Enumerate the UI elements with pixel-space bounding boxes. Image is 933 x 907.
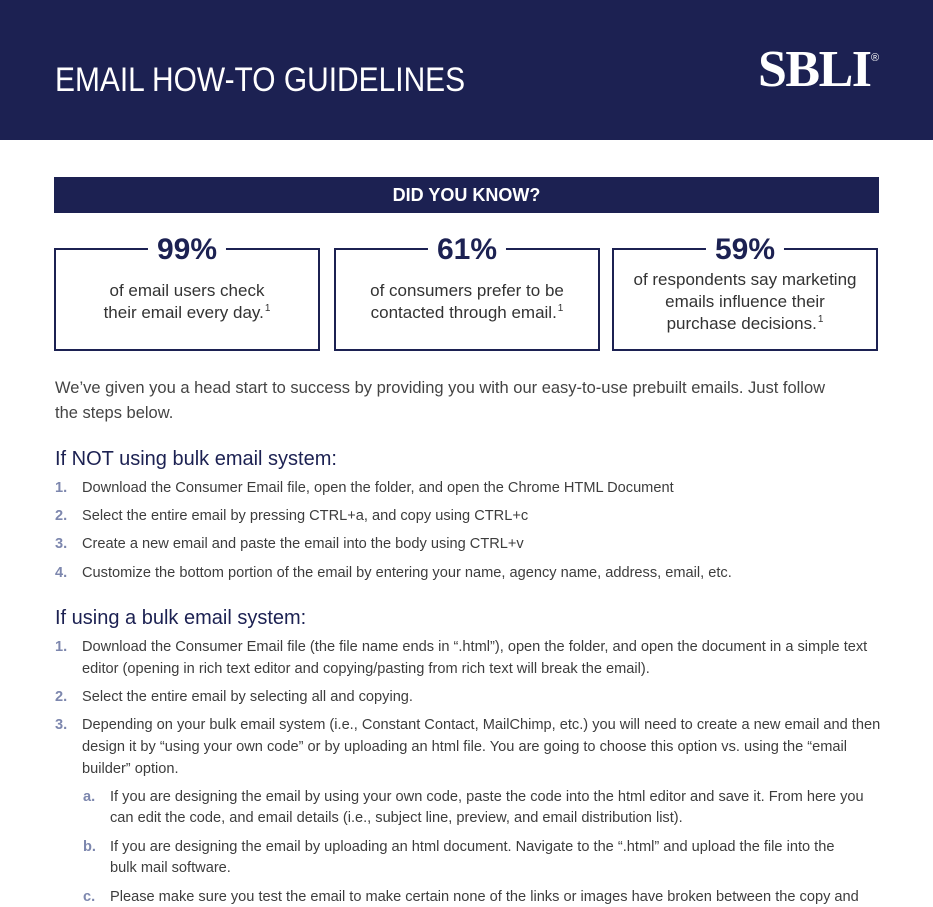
heading-bulk-email: If using a bulk email system: bbox=[55, 607, 307, 629]
substep-letter: a. bbox=[83, 788, 96, 805]
stat-description-line: emails influence their bbox=[665, 292, 825, 311]
step-text-line: Depending on your bulk email system (i.e., Constant Contact, MailChimp, etc.) you will need to create a new email and then bbox=[82, 717, 881, 734]
stat-description-line bbox=[614, 313, 876, 335]
stat-description bbox=[614, 269, 876, 335]
substep-text-line: If you are designing the email by using your own code, paste the code into the html editor and save it. From here you bbox=[110, 788, 864, 805]
step-item bbox=[55, 534, 732, 556]
step-number: 3. bbox=[55, 536, 68, 553]
step-text-line: design it by “using your own code” or by uploading an html file. You are going to choose this option vs. using the “email bbox=[82, 738, 848, 755]
sbli-logo-wordmark: SBLI bbox=[758, 41, 871, 98]
footnote-marker: 1 bbox=[557, 303, 564, 314]
step-text-line: Download the Consumer Email file, open the folder, and open the Chrome HTML Document bbox=[82, 480, 674, 496]
step-text bbox=[82, 715, 880, 906]
stat-description bbox=[56, 280, 318, 324]
substep-letter: c. bbox=[83, 888, 96, 905]
substep-letter: b. bbox=[83, 838, 96, 855]
step-number: 1. bbox=[55, 480, 68, 496]
stat-description-text: their email every day. bbox=[103, 303, 264, 322]
step-number: 2. bbox=[55, 508, 68, 525]
stat-description-line: of consumers prefer to be bbox=[370, 281, 564, 300]
substep-text bbox=[110, 787, 864, 830]
footnote-marker: 1 bbox=[817, 314, 824, 325]
step-text bbox=[82, 687, 413, 709]
step-text-line: Customize the bottom portion of the email by entering your name, agency name, address, email, etc. bbox=[82, 564, 732, 581]
step-text bbox=[82, 637, 867, 680]
stat-description-line bbox=[336, 302, 598, 324]
stat-description-line bbox=[56, 302, 318, 324]
step-text bbox=[82, 563, 732, 585]
stat-description-line: of respondents say marketing bbox=[633, 270, 857, 289]
step-text-line: Select the entire email by pressing CTRL+a, and copy using CTRL+c bbox=[82, 508, 529, 525]
intro-line: the steps below. bbox=[55, 403, 174, 422]
step-text-line: Download the Consumer Email file (the file name ends in “.html”), open the folder, and open the document in a simple text bbox=[82, 639, 868, 655]
substep-text bbox=[110, 837, 834, 880]
footnote-marker: 1 bbox=[264, 303, 271, 314]
stat-value: 61% bbox=[428, 235, 506, 265]
page-header bbox=[0, 0, 933, 140]
sbli-logo bbox=[758, 41, 882, 98]
intro-paragraph bbox=[55, 376, 825, 426]
step-item bbox=[55, 637, 880, 680]
substep-text-line: bulk mail software. bbox=[110, 860, 231, 877]
stat-value: 59% bbox=[706, 235, 784, 265]
step-item bbox=[55, 715, 880, 906]
stat-card-email-preference bbox=[334, 233, 600, 351]
registered-trademark-mark: ® bbox=[871, 52, 880, 64]
step-number: 2. bbox=[55, 688, 68, 705]
step-text bbox=[82, 534, 524, 556]
steps-list-bulk bbox=[55, 637, 880, 907]
stat-card-marketing-influence bbox=[612, 233, 878, 351]
step-number: 4. bbox=[55, 564, 68, 581]
substep-item bbox=[83, 837, 880, 880]
step-number: 3. bbox=[55, 717, 68, 734]
did-you-know-label: DID YOU KNOW? bbox=[392, 185, 541, 205]
did-you-know-banner bbox=[54, 177, 879, 213]
stat-description-text: purchase decisions. bbox=[666, 314, 817, 333]
step-text bbox=[82, 506, 528, 528]
step-number: 1. bbox=[55, 639, 68, 655]
substeps-list bbox=[83, 787, 880, 907]
stat-description-text: contacted through email. bbox=[370, 303, 557, 322]
substep-text-line: Please make sure you test the email to make certain none of the links or images have broken between the copy and bbox=[110, 888, 859, 905]
stat-card-email-checks bbox=[54, 233, 320, 351]
substep-item bbox=[83, 787, 880, 830]
page-title: EMAIL HOW-TO GUIDELINES bbox=[55, 61, 466, 99]
stats-row bbox=[54, 233, 878, 351]
heading-not-bulk-email: If NOT using bulk email system: bbox=[55, 448, 337, 470]
step-item bbox=[55, 478, 732, 500]
step-text-line: editor (opening in rich text editor and copying/pasting from rich text will break the email). bbox=[82, 660, 650, 677]
step-item bbox=[55, 506, 732, 528]
step-text-line: builder” option. bbox=[82, 760, 179, 777]
step-text-line: Create a new email and paste the email into the body using CTRL+v bbox=[82, 536, 524, 553]
stat-description bbox=[336, 280, 598, 324]
step-item bbox=[55, 563, 732, 585]
substep-text-line: If you are designing the email by uploading an html document. Navigate to the “.html” and upload the file into the bbox=[110, 838, 835, 855]
intro-line: We’ve given you a head start to success by providing you with our easy-to-use prebuilt emails. Just follow bbox=[55, 378, 826, 397]
stat-description-line: of email users check bbox=[109, 281, 265, 300]
step-item bbox=[55, 687, 880, 709]
substep-text bbox=[110, 887, 859, 907]
substep-item bbox=[83, 887, 880, 907]
substep-text-line: can edit the code, and email details (i.e., subject line, preview, and email distribution list). bbox=[110, 810, 683, 827]
stat-value: 99% bbox=[148, 235, 226, 265]
step-text-line: Select the entire email by selecting all and copying. bbox=[82, 688, 413, 705]
steps-list-not-bulk bbox=[55, 478, 732, 584]
step-text bbox=[82, 478, 674, 500]
